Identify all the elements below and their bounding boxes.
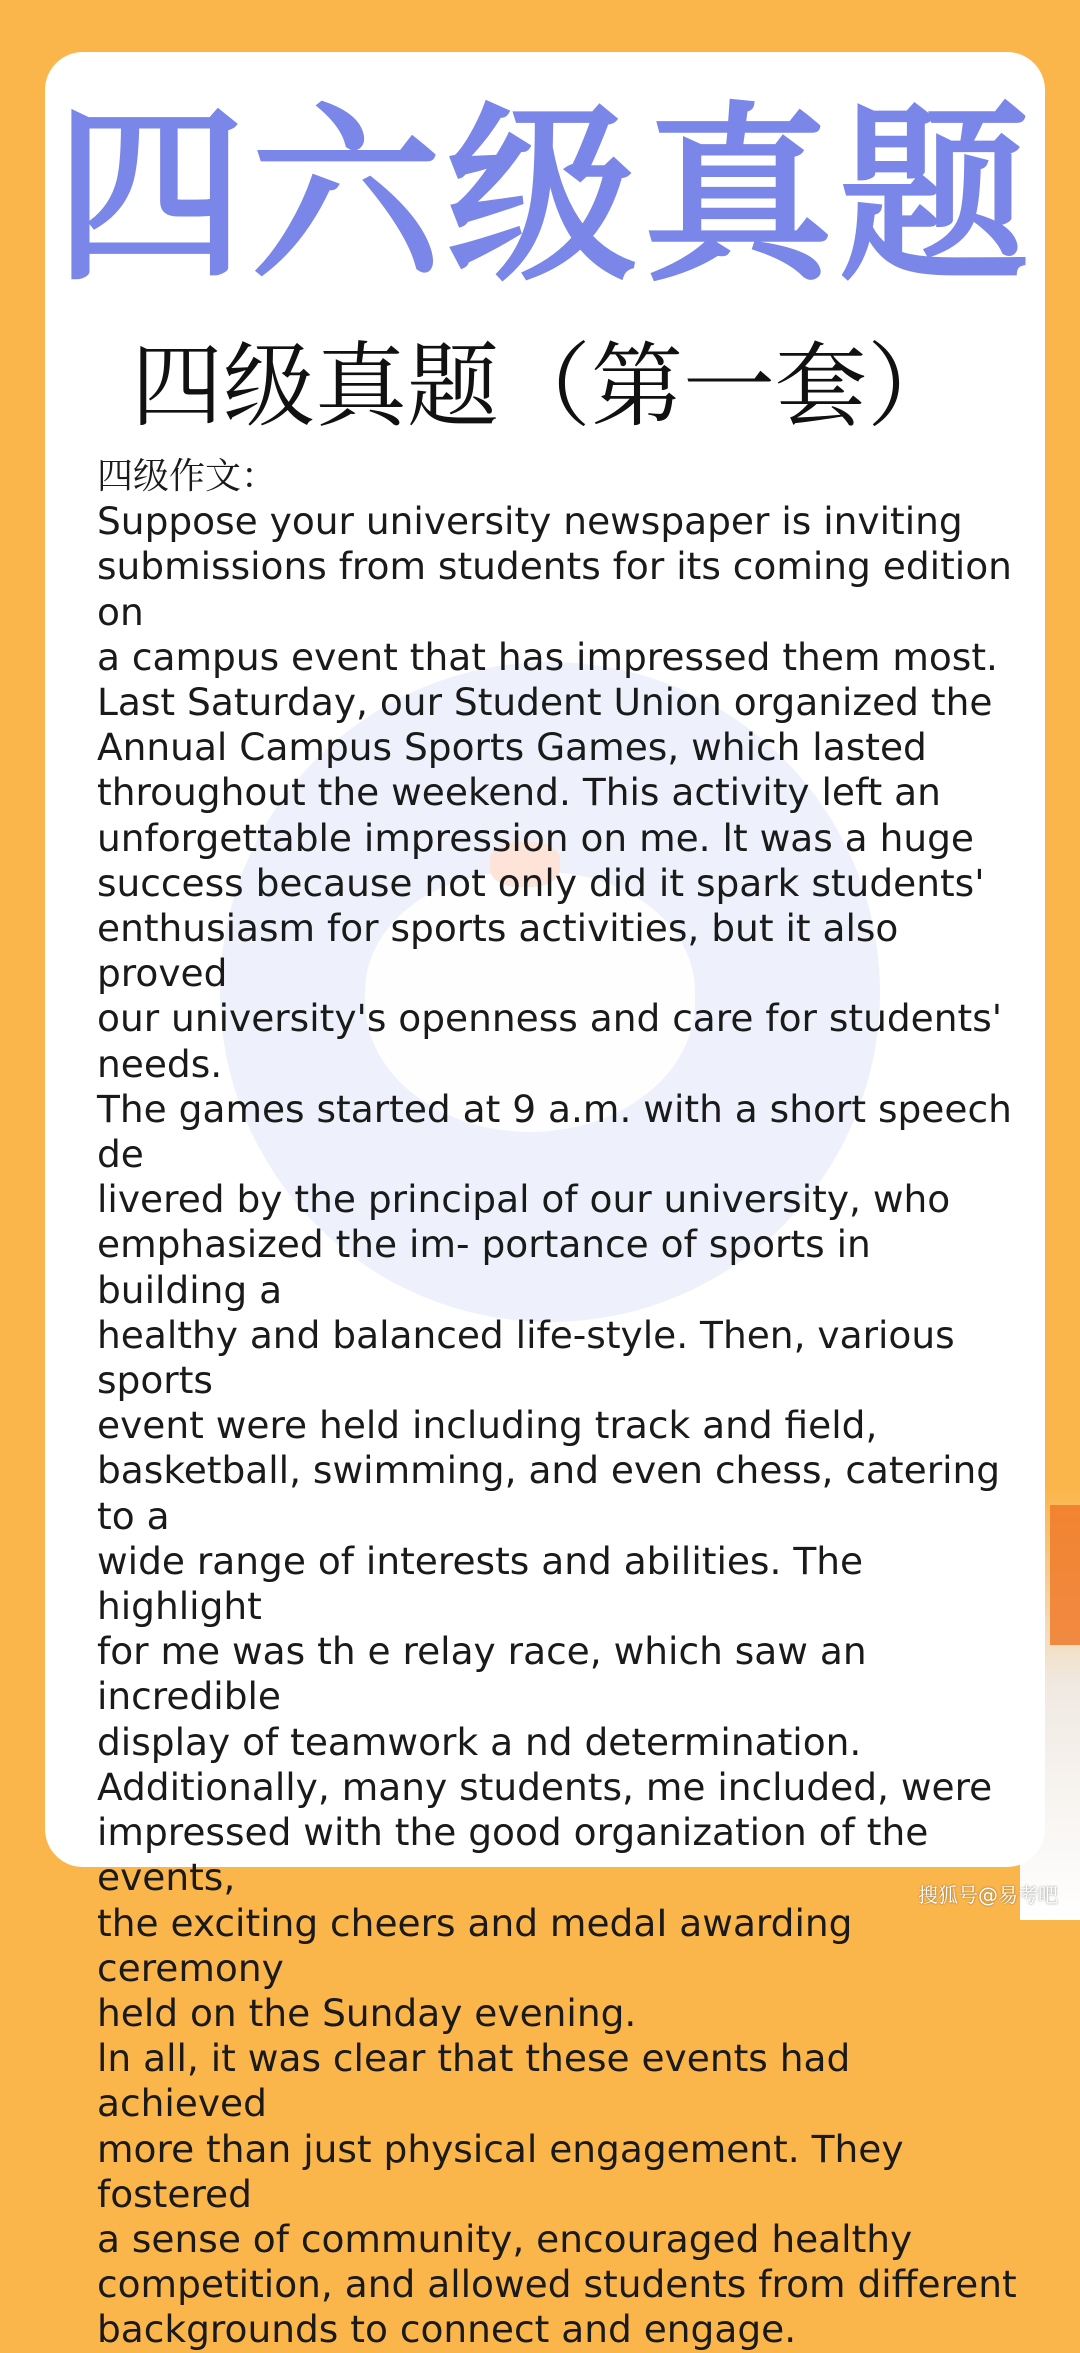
banner-title: 四六级真题 bbox=[54, 86, 1035, 307]
essay-paragraph: The games started at 9 a.m. with a short speech de livered by the principal of our university, who emphasized the im- portance of sports in building a healthy and balanced life-style. Then, various sports event were held including track and field, basketball, swimming, and even chess, catering to a wide range of interests and abilities. The highlight for me was th e relay race, which saw an incredible display of teamwork a nd determination. bbox=[97, 1086, 1012, 1764]
section-label: 四级作文： bbox=[97, 456, 278, 497]
page-subtitle: 四级真题（第一套） bbox=[130, 333, 959, 440]
essay-paragraph: Last Saturday, our Student Union organized the Annual Campus Sports Games, which lasted throughout the weekend. This activity left an unforgettable impression on me. lt was a huge success because not only did it spark students' enthusiasm for sports activities, but it also proved our university's openness and care for students' needs. bbox=[97, 680, 1003, 1086]
essay-paragraph: Suppose your university newspaper is inviting submissions from students for its coming edition on a campus event that has impressed them most. bbox=[97, 499, 1012, 679]
essay-paragraph: ln all, it was clear that these events had achieved more than just physical engagement. They fostered a sense of community, encouraged healthy competition, and allowed students from different backgrounds to connect and engage. bbox=[97, 2036, 1017, 2352]
essay-paragraph: Additionally, many students, me included, were impressed with the good organization of the events, the exciting cheers and medaI awarding ceremony held on the Sunday evening. bbox=[97, 1764, 993, 2035]
corner-stripe bbox=[1050, 1505, 1080, 1645]
essay-content bbox=[97, 454, 1032, 2353]
source-watermark: 搜狐号@易考吧 bbox=[918, 1883, 1058, 1907]
